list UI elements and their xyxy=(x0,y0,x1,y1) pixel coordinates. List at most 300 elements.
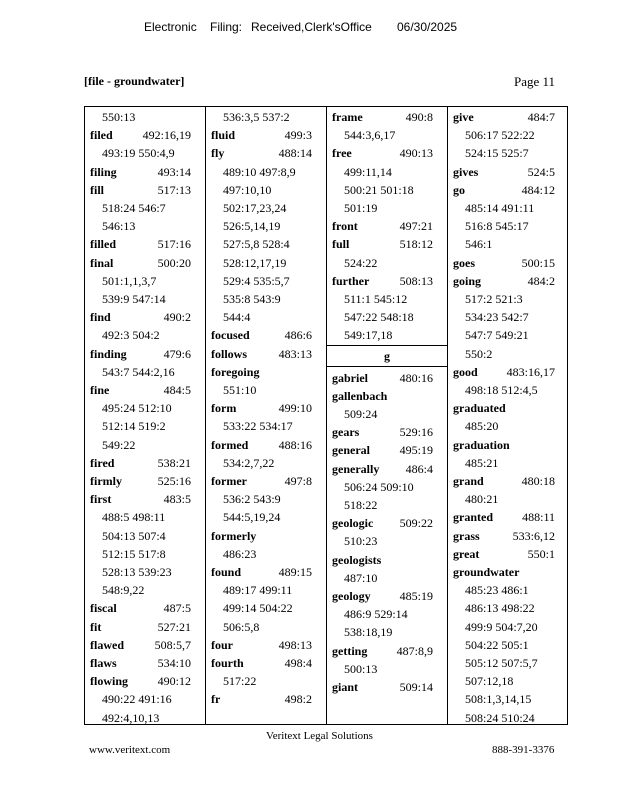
index-reference: 505:12 507:5,7 xyxy=(465,656,538,670)
footer-company: Veritext Legal Solutions xyxy=(266,730,373,742)
index-entry xyxy=(332,642,443,660)
index-reference: 536:3,5 537:2 xyxy=(223,110,290,124)
index-entry xyxy=(453,563,565,581)
index-reference: 501:19 xyxy=(344,201,378,215)
index-reference: 546:13 xyxy=(102,219,136,234)
index-continuation xyxy=(102,144,201,162)
index-word: finding xyxy=(90,346,127,361)
index-reference: 527:21 xyxy=(157,619,191,634)
index-word: go xyxy=(453,182,465,197)
index-reference: 544:5,19,24 xyxy=(223,510,281,525)
index-continuation xyxy=(465,709,565,727)
index-reference: 533:6,12 xyxy=(512,528,555,543)
index-reference: 500:21 501:18 xyxy=(344,182,414,197)
index-word: good xyxy=(453,364,478,379)
index-continuation xyxy=(223,490,322,508)
index-reference: 524:15 525:7 xyxy=(465,146,529,161)
index-word: geology xyxy=(332,589,371,603)
index-entry xyxy=(211,126,322,144)
index-reference: 484:12 xyxy=(521,182,555,197)
index-reference: 512:14 519:2 xyxy=(102,419,166,434)
index-word: fly xyxy=(211,146,225,161)
index-continuation xyxy=(223,417,322,435)
index-reference: 489:15 xyxy=(278,565,312,579)
index-reference: 498:4 xyxy=(284,656,312,670)
index-reference: 529:16 xyxy=(399,425,433,440)
index-reference: 533:22 534:17 xyxy=(223,419,293,434)
index-continuation xyxy=(102,563,201,581)
index-reference: 495:24 512:10 xyxy=(102,401,172,416)
index-word: gallenbach xyxy=(332,388,388,403)
index-continuation xyxy=(102,581,201,599)
index-entry xyxy=(90,618,201,636)
index-entry xyxy=(453,472,565,490)
index-continuation xyxy=(223,235,322,253)
index-reference: 488:11 xyxy=(522,510,555,525)
index-reference: 517:2 521:3 xyxy=(465,292,523,306)
index-word: fiscal xyxy=(90,601,117,616)
index-reference: 506:17 522:22 xyxy=(465,128,535,143)
index-reference: 486:23 xyxy=(223,546,257,561)
index-reference: 510:23 xyxy=(344,534,378,549)
index-continuation xyxy=(102,508,201,526)
index-reference: 492:4,10,13 xyxy=(102,710,160,725)
index-word: four xyxy=(211,637,233,652)
index-continuation xyxy=(102,199,201,217)
index-continuation xyxy=(344,199,443,217)
index-continuation xyxy=(344,532,443,550)
index-entry xyxy=(332,272,443,290)
index-reference: 490:2 xyxy=(163,310,191,325)
index-entry xyxy=(453,545,565,563)
index-word: groundwater xyxy=(453,565,520,579)
index-reference: 497:21 xyxy=(399,219,433,234)
index-continuation xyxy=(465,290,565,308)
index-reference: 544:3,6,17 xyxy=(344,128,396,143)
index-word: gabriel xyxy=(332,370,368,385)
index-word: find xyxy=(90,310,111,325)
index-reference: 512:15 517:8 xyxy=(102,546,166,561)
header-filing: Filing: xyxy=(210,20,243,34)
footer-url: www.veritext.com xyxy=(89,744,171,756)
index-word: fired xyxy=(90,455,115,470)
header-date: 06/30/2025 xyxy=(397,20,458,34)
index-word: further xyxy=(332,273,370,288)
index-reference: 485:19 xyxy=(399,589,433,603)
index-reference: 550:2 xyxy=(465,346,493,361)
index-continuation xyxy=(102,399,201,417)
index-reference: 497:10,10 xyxy=(223,182,272,197)
page-number: Page 11 xyxy=(514,74,556,89)
index-word: gives xyxy=(453,164,479,179)
index-continuation xyxy=(344,569,443,587)
index-reference: 508:24 510:24 xyxy=(465,710,535,725)
index-continuation xyxy=(102,272,201,290)
index-reference: 529:4 535:5,7 xyxy=(223,273,290,288)
index-reference: 518:12 xyxy=(399,237,433,252)
index-entry xyxy=(453,363,565,381)
index-continuation xyxy=(465,654,565,672)
index-continuation xyxy=(344,496,443,514)
index-column-2 xyxy=(206,107,327,724)
index-entry xyxy=(332,460,443,478)
index-reference: 508:1,3,14,15 xyxy=(465,692,532,707)
index-reference: 511:1 545:12 xyxy=(344,292,408,306)
index-reference: 550:1 xyxy=(527,546,555,561)
index-continuation xyxy=(344,326,443,344)
index-reference: 499:9 504:7,20 xyxy=(465,619,538,634)
index-word: fit xyxy=(90,619,102,634)
index-entry xyxy=(332,551,443,569)
index-entry xyxy=(211,472,322,490)
index-reference: 543:7 544:2,16 xyxy=(102,364,175,379)
index-reference: 504:13 507:4 xyxy=(102,528,166,543)
index-entry xyxy=(453,163,565,181)
index-continuation xyxy=(223,217,322,235)
index-entry xyxy=(453,399,565,417)
index-continuation xyxy=(465,326,565,344)
index-reference: 547:7 549:21 xyxy=(465,328,529,343)
index-word: grand xyxy=(453,474,484,488)
index-word: geologic xyxy=(332,516,374,531)
index-word: geologists xyxy=(332,552,382,567)
index-continuation xyxy=(465,345,565,363)
index-word: fine xyxy=(90,383,110,397)
index-entry xyxy=(332,678,443,696)
index-reference: 487:8,9 xyxy=(396,643,433,658)
index-continuation xyxy=(102,108,201,126)
index-continuation xyxy=(465,636,565,654)
index-entry xyxy=(332,423,443,441)
index-reference: 517:13 xyxy=(157,182,191,197)
index-reference: 480:18 xyxy=(521,474,555,488)
index-word: graduation xyxy=(453,437,510,452)
index-entry xyxy=(90,672,201,690)
index-reference: 507:12,18 xyxy=(465,674,514,689)
index-word: frame xyxy=(332,110,363,124)
index-reference: 534:10 xyxy=(157,656,191,670)
index-continuation xyxy=(344,126,443,144)
index-reference: 486:9 529:14 xyxy=(344,607,408,622)
index-entry xyxy=(211,399,322,417)
index-continuation xyxy=(102,436,201,454)
index-reference: 486:6 xyxy=(284,328,312,343)
index-continuation xyxy=(465,417,565,435)
index-entry xyxy=(211,144,322,162)
index-reference: 549:17,18 xyxy=(344,328,393,343)
index-reference: 524:5 xyxy=(527,164,555,179)
index-reference: 528:12,17,19 xyxy=(223,255,287,270)
index-reference: 489:17 499:11 xyxy=(223,583,293,598)
index-entry xyxy=(90,454,201,472)
index-word: gears xyxy=(332,425,360,440)
index-reference: 499:11,14 xyxy=(344,164,392,179)
index-reference: 534:23 542:7 xyxy=(465,310,529,325)
index-reference: 499:10 xyxy=(278,401,312,416)
index-continuation xyxy=(465,199,565,217)
index-reference: 509:24 xyxy=(344,407,378,421)
index-entry xyxy=(90,345,201,363)
index-entry xyxy=(453,436,565,454)
index-word: filled xyxy=(90,237,116,252)
index-reference: 502:17,23,24 xyxy=(223,201,287,215)
index-reference: 517:22 xyxy=(223,674,257,689)
index-continuation xyxy=(465,144,565,162)
index-continuation xyxy=(344,308,443,326)
index-entry xyxy=(211,563,322,581)
index-continuation xyxy=(344,290,443,308)
index-reference: 516:8 545:17 xyxy=(465,219,529,234)
index-word: focused xyxy=(211,328,250,343)
index-entry xyxy=(90,472,201,490)
index-reference: 485:21 xyxy=(465,455,499,470)
index-continuation xyxy=(102,217,201,235)
index-reference: 480:21 xyxy=(465,492,499,507)
index-reference: 479:6 xyxy=(163,346,191,361)
index-continuation xyxy=(223,381,322,399)
index-reference: 483:16,17 xyxy=(506,364,555,379)
index-word: fourth xyxy=(211,656,244,670)
index-continuation xyxy=(102,290,201,308)
index-entry xyxy=(90,126,201,144)
index-reference: 504:22 505:1 xyxy=(465,637,529,652)
index-entry xyxy=(332,144,443,162)
word-index-grid xyxy=(84,106,568,725)
index-reference: 484:2 xyxy=(527,273,555,288)
index-reference: 548:9,22 xyxy=(102,583,145,598)
index-continuation xyxy=(223,199,322,217)
index-entry xyxy=(90,308,201,326)
index-reference: 490:8 xyxy=(405,110,433,124)
index-continuation xyxy=(344,405,443,423)
index-continuation xyxy=(465,599,565,617)
index-continuation xyxy=(344,181,443,199)
index-entry xyxy=(211,654,322,672)
index-continuation xyxy=(223,454,322,472)
index-word: fr xyxy=(211,692,221,707)
index-entry xyxy=(332,387,443,405)
index-continuation xyxy=(223,108,322,126)
index-entry xyxy=(453,272,565,290)
index-word: flowing xyxy=(90,674,129,689)
index-continuation xyxy=(465,126,565,144)
index-reference: 493:14 xyxy=(157,164,191,179)
index-reference: 550:13 xyxy=(102,110,136,124)
index-entry xyxy=(453,254,565,272)
index-reference: 500:13 xyxy=(344,661,378,676)
header-received: Received,Clerk'sOffice xyxy=(251,20,372,34)
index-reference: 506:5,8 xyxy=(223,619,260,634)
index-continuation xyxy=(344,163,443,181)
index-reference: 485:14 491:11 xyxy=(465,201,535,215)
index-column-3 xyxy=(327,107,448,724)
index-continuation xyxy=(102,709,201,727)
index-reference: 506:24 509:10 xyxy=(344,479,414,494)
index-reference: 486:4 xyxy=(405,461,433,476)
index-reference: 485:20 xyxy=(465,419,499,434)
index-word: giant xyxy=(332,680,359,694)
index-entry xyxy=(211,326,322,344)
index-continuation xyxy=(465,581,565,599)
index-word: firmly xyxy=(90,474,122,488)
index-word: grass xyxy=(453,528,480,543)
index-reference: 518:22 xyxy=(344,498,378,512)
index-word: going xyxy=(453,273,482,288)
index-reference: 509:22 xyxy=(399,516,433,531)
footer-phone: 888-391-3376 xyxy=(492,744,555,756)
index-entry xyxy=(453,527,565,545)
index-continuation xyxy=(223,163,322,181)
index-continuation xyxy=(223,672,322,690)
index-reference: 518:24 546:7 xyxy=(102,201,166,215)
index-reference: 499:14 504:22 xyxy=(223,601,293,616)
index-continuation xyxy=(465,690,565,708)
index-word: getting xyxy=(332,643,368,658)
index-reference: 526:5,14,19 xyxy=(223,219,281,234)
index-word: free xyxy=(332,146,352,161)
index-entry xyxy=(211,345,322,363)
index-column-4 xyxy=(448,107,569,724)
index-word: filed xyxy=(90,128,113,143)
index-continuation xyxy=(223,254,322,272)
index-reference: 551:10 xyxy=(223,383,257,397)
index-continuation xyxy=(465,308,565,326)
index-continuation xyxy=(465,618,565,636)
index-continuation xyxy=(102,545,201,563)
index-entry xyxy=(211,636,322,654)
index-word: foregoing xyxy=(211,364,260,379)
index-reference: 498:2 xyxy=(284,692,312,707)
index-word: flaws xyxy=(90,656,117,670)
index-reference: 488:16 xyxy=(278,437,312,452)
index-entry xyxy=(90,235,201,253)
index-reference: 487:5 xyxy=(163,601,191,616)
index-entry xyxy=(90,490,201,508)
index-word: goes xyxy=(453,255,475,270)
index-reference: 546:1 xyxy=(465,237,493,252)
index-continuation xyxy=(223,508,322,526)
index-entry xyxy=(332,441,443,459)
index-continuation xyxy=(344,254,443,272)
index-reference: 508:13 xyxy=(399,273,433,288)
index-word: formerly xyxy=(211,528,257,543)
index-word: give xyxy=(453,110,474,124)
index-word: flawed xyxy=(90,637,124,652)
index-entry xyxy=(211,363,322,381)
index-continuation xyxy=(102,363,201,381)
index-continuation xyxy=(223,290,322,308)
index-reference: 489:10 497:8,9 xyxy=(223,164,296,179)
index-entry xyxy=(332,369,443,387)
index-entry xyxy=(453,508,565,526)
index-reference: 535:8 543:9 xyxy=(223,292,281,306)
index-entry xyxy=(90,599,201,617)
index-continuation xyxy=(344,623,443,641)
index-reference: 500:15 xyxy=(521,255,555,270)
index-word: formed xyxy=(211,437,249,452)
index-reference: 493:19 550:4,9 xyxy=(102,146,175,161)
index-word: first xyxy=(90,492,112,507)
index-continuation xyxy=(344,478,443,496)
index-reference: 527:5,8 528:4 xyxy=(223,237,290,252)
index-reference: 498:13 xyxy=(278,637,312,652)
index-reference: 484:5 xyxy=(163,383,191,397)
index-reference: 499:3 xyxy=(284,128,312,143)
index-word: fill xyxy=(90,182,104,197)
index-continuation xyxy=(465,381,565,399)
index-entry xyxy=(332,217,443,235)
index-entry xyxy=(90,254,201,272)
index-continuation xyxy=(223,599,322,617)
index-reference: 524:22 xyxy=(344,255,378,270)
index-word: great xyxy=(453,546,480,561)
index-continuation xyxy=(102,527,201,545)
section-header: g xyxy=(327,345,447,367)
index-entry xyxy=(90,654,201,672)
index-word: final xyxy=(90,255,114,270)
index-word: follows xyxy=(211,346,247,361)
index-reference: 501:1,1,3,7 xyxy=(102,273,157,288)
index-reference: 538:21 xyxy=(157,455,191,470)
index-entry xyxy=(332,514,443,532)
index-reference: 492:3 504:2 xyxy=(102,328,160,343)
index-reference: 498:18 512:4,5 xyxy=(465,383,538,397)
index-range: [file - groundwater] xyxy=(84,74,185,88)
index-word: found xyxy=(211,565,242,579)
index-reference: 549:22 xyxy=(102,437,136,452)
index-continuation xyxy=(102,326,201,344)
index-entry xyxy=(90,163,201,181)
index-word: fluid xyxy=(211,128,236,143)
index-reference: 538:18,19 xyxy=(344,625,393,640)
index-reference: 508:5,7 xyxy=(154,637,191,652)
index-reference: 528:13 539:23 xyxy=(102,565,172,579)
index-continuation xyxy=(223,308,322,326)
index-entry xyxy=(332,108,443,126)
index-reference: 480:16 xyxy=(399,370,433,385)
index-reference: 509:14 xyxy=(399,680,433,694)
index-reference: 486:13 498:22 xyxy=(465,601,535,616)
index-reference: 490:13 xyxy=(399,146,433,161)
index-reference: 536:2 543:9 xyxy=(223,492,281,507)
index-entry xyxy=(211,527,322,545)
index-reference: 488:14 xyxy=(278,146,312,161)
index-entry xyxy=(211,436,322,454)
index-entry xyxy=(332,587,443,605)
index-reference: 497:8 xyxy=(284,474,312,488)
index-reference: 500:20 xyxy=(157,255,191,270)
index-reference: 483:5 xyxy=(163,492,191,507)
index-continuation xyxy=(223,181,322,199)
index-reference: 484:7 xyxy=(527,110,555,124)
index-word: granted xyxy=(453,510,493,525)
index-reference: 517:16 xyxy=(157,237,191,252)
index-entry xyxy=(90,381,201,399)
index-word: general xyxy=(332,443,370,458)
index-reference: 483:13 xyxy=(278,346,312,361)
index-reference: 490:22 491:16 xyxy=(102,692,172,707)
index-entry xyxy=(90,181,201,199)
header-electronic: Electronic xyxy=(144,20,197,34)
index-word: full xyxy=(332,237,350,252)
index-continuation xyxy=(465,217,565,235)
index-reference: 487:10 xyxy=(344,570,378,585)
index-continuation xyxy=(465,454,565,472)
index-entry xyxy=(90,636,201,654)
index-entry xyxy=(211,690,322,708)
index-continuation xyxy=(223,272,322,290)
index-reference: 488:5 498:11 xyxy=(102,510,166,525)
